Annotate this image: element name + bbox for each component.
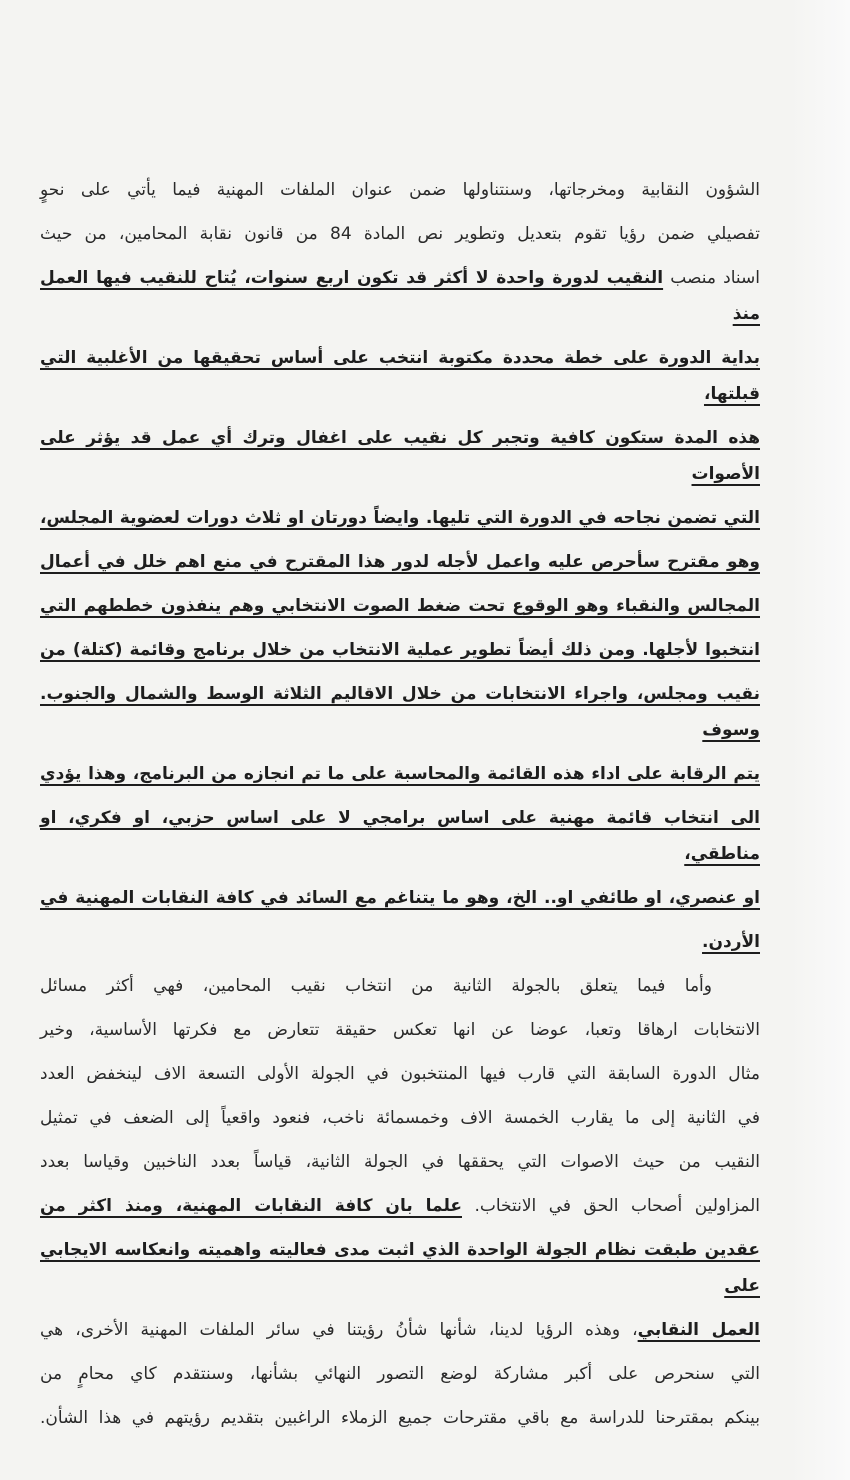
text-line	[40, 1352, 760, 1396]
text-line	[40, 752, 760, 796]
body-text: تفصيلي ضمن رؤيا تقوم بتعديل وتطوير نص المادة 84 من قانون نقابة المحامين، من حيث	[40, 224, 760, 244]
text-line	[40, 540, 760, 584]
underlined-text: عقدين طبقت نظام الجولة الواحدة الذي اثبت مدى فعاليته واهميته وانعكاسه الايجابي على	[40, 1240, 760, 1296]
text-line	[40, 796, 760, 876]
text-line	[40, 964, 760, 1008]
underlined-text: العمل النقابي	[637, 1320, 760, 1340]
page-edge	[790, 0, 850, 1480]
text-line	[40, 584, 760, 628]
body-text: الانتخابات ارهاقا وتعبا، عوضا عن انها تعكس حقيقة تتعارض مع فكرتها الأساسية، وخير	[40, 1020, 760, 1040]
body-text: في الثانية إلى ما يقارب الخمسة الاف وخمسمائة ناخب، فنعود واقعياً إلى الضعف في تمثيل	[40, 1108, 760, 1128]
document-page	[40, 0, 760, 1480]
body-text: التي سنحرص على أكبر مشاركة لوضع التصور النهائي بشأنها، وسنتقدم كاي محامٍ من	[40, 1364, 760, 1384]
text-line	[40, 1140, 760, 1184]
underlined-text: المجالس والنقباء وهو الوقوع تحت ضغط الصوت الانتخابي وهم ينفذون خططهم التي	[40, 596, 760, 616]
text-line	[40, 1096, 760, 1140]
underlined-text: نقيب ومجلس، واجراء الانتخابات من خلال الاقاليم الثلاثة الوسط والشمال والجنوب. وسوف	[40, 684, 760, 740]
body-text: ، وهذه الرؤيا لدينا، شأنها شأنُ رؤيتنا في سائر الملفات المهنية الأخرى، هي	[40, 1320, 638, 1340]
underlined-text: النقيب لدورة واحدة لا أكثر قد تكون اربع سنوات، يُتاح للنقيب فيها العمل منذ	[40, 268, 760, 324]
underlined-text: هذه المدة ستكون كافية وتجبر كل نقيب على اغفال وترك أي عمل قد يؤثر على الأصوات	[40, 428, 760, 484]
underlined-text: الأردن.	[702, 932, 760, 952]
text-line	[40, 168, 760, 212]
body-text: الشؤون النقابية ومخرجاتها، وسنتناولها ضمن عنوان الملفات المهنية فيما يأتي على نحوٍ	[40, 180, 760, 200]
body-text: النقيب من حيث الاصوات التي يحققها في الجولة الثانية، قياساً بعدد الناخبين وقياسا بعدد	[40, 1152, 760, 1172]
body-text: المزاولين أصحاب الحق في الانتخاب.	[462, 1196, 760, 1216]
text-line	[40, 496, 760, 540]
body-text: وأما فيما يتعلق بالجولة الثانية من انتخاب نقيب المحامين، فهي أكثر مسائل	[40, 976, 712, 996]
text-line	[40, 1396, 760, 1440]
underlined-text: او عنصري، او طائفي او.. الخ، وهو ما يتناغم مع السائد في كافة النقابات المهنية في	[40, 888, 760, 908]
underlined-text: التي تضمن نجاحه في الدورة التي تليها. وايضاً دورتان او ثلاث دورات لعضوية المجلس،	[40, 508, 760, 528]
text-line	[40, 672, 760, 752]
underlined-text: وهو مقترح سأحرص عليه واعمل لأجله لدور هذا المقترح في منع اهم خلل في أعمال	[40, 552, 760, 572]
underlined-text: يتم الرقابة على اداء هذه القائمة والمحاسبة على ما تم انجازه من البرنامج، وهذا يؤدي	[40, 764, 760, 784]
text-line	[40, 1008, 760, 1052]
underlined-text: بداية الدورة على خطة محددة مكتوبة انتخب على أساس تحقيقها من الأغلبية التي قبلتها،	[40, 348, 760, 404]
text-line	[40, 256, 760, 336]
text-line	[40, 1184, 760, 1228]
text-line	[40, 876, 760, 920]
underlined-text: علما بان كافة النقابات المهنية، ومنذ اكثر من	[40, 1196, 462, 1216]
body-text: بينكم بمقترحنا للدراسة مع باقي مقترحات جميع الزملاء الراغبين بتقديم رؤيتهم في هذا الشأن.	[40, 1408, 760, 1428]
text-line	[40, 1052, 760, 1096]
text-line	[40, 920, 760, 964]
body-text: مثال الدورة السابقة التي قارب فيها المنتخبون في الجولة الأولى التسعة الاف لينخفض العدد	[40, 1064, 760, 1084]
text-line	[40, 1308, 760, 1352]
text-line	[40, 336, 760, 416]
text-line	[40, 416, 760, 496]
text-line	[40, 212, 760, 256]
underlined-text: الى انتخاب قائمة مهنية على اساس برامجي لا على اساس حزبي، او فكري، او مناطقي،	[40, 808, 760, 864]
text-line	[40, 628, 760, 672]
underlined-text: انتخبوا لأجلها. ومن ذلك أيضاً تطوير عملية الانتخاب من خلال برنامج وقائمة (كتلة) من	[40, 640, 760, 660]
text-line	[40, 1228, 760, 1308]
body-text: اسناد منصب	[663, 268, 761, 288]
